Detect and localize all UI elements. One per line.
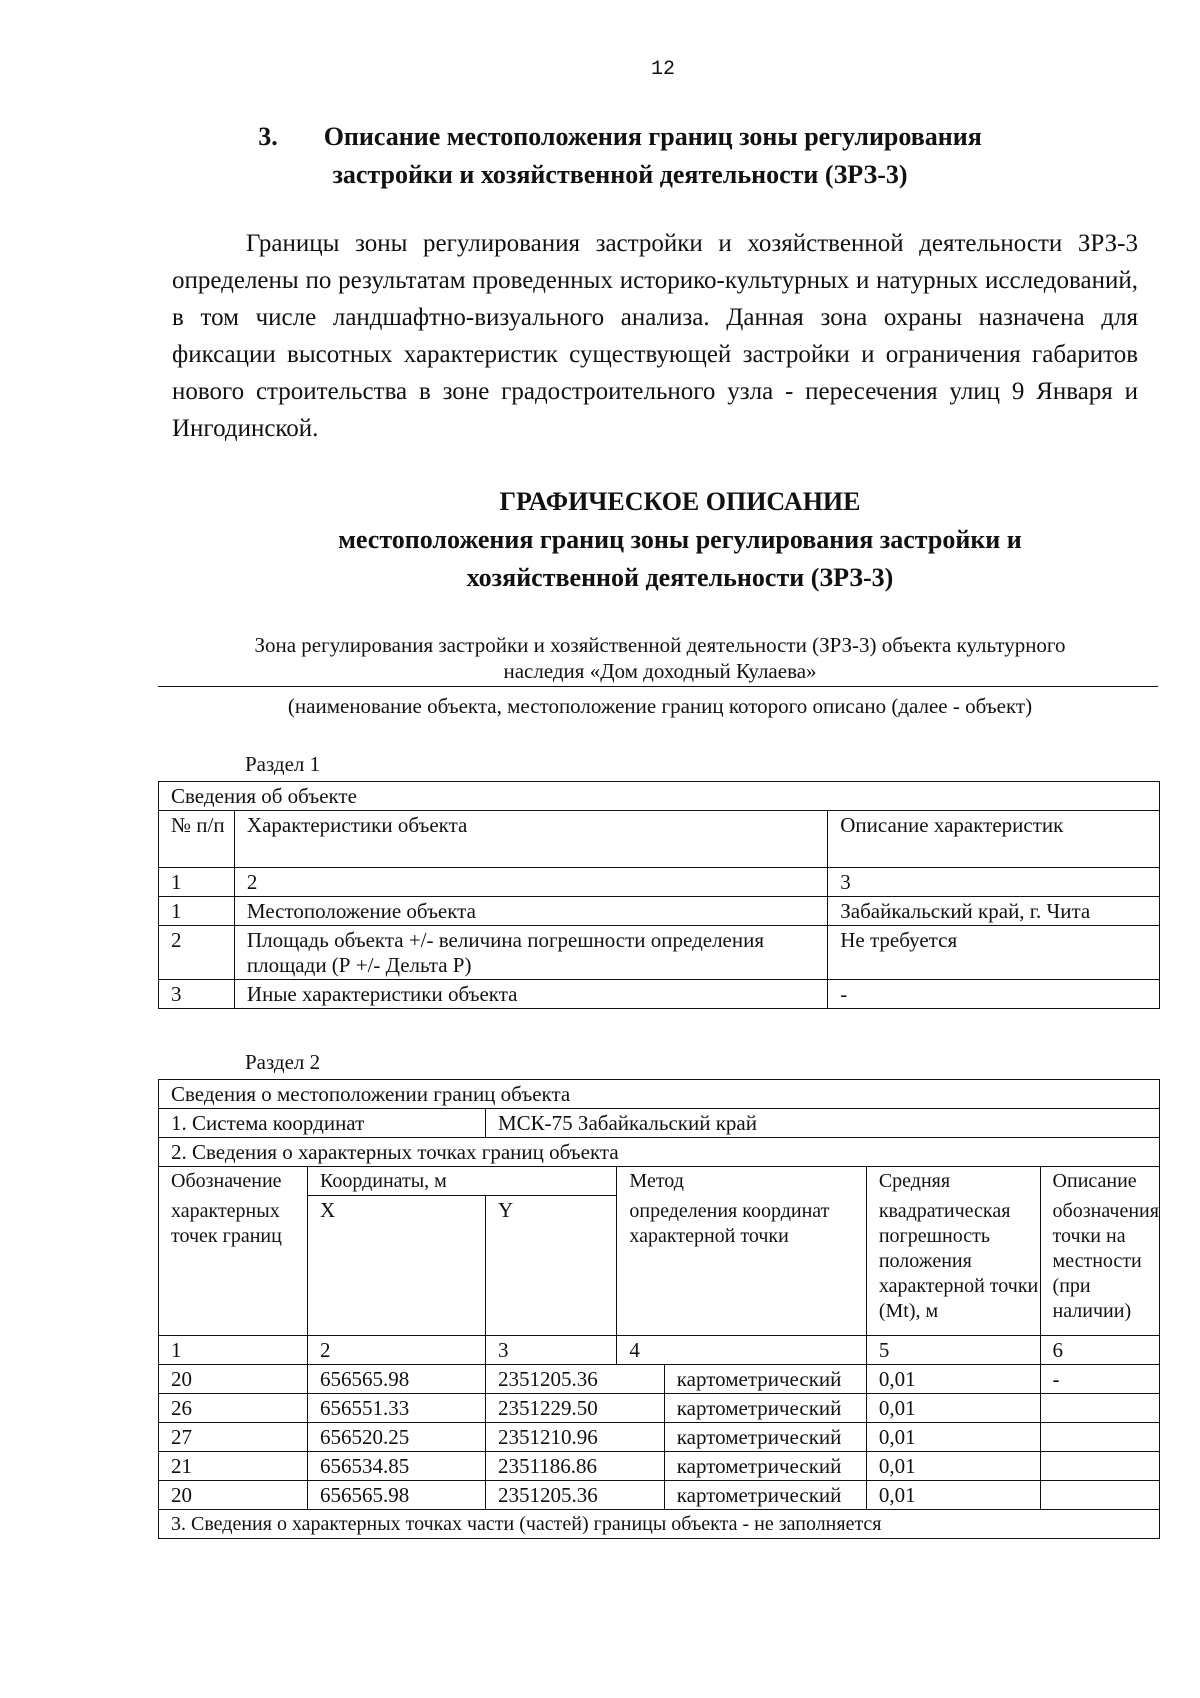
table-row (159, 897, 1160, 926)
error-header-top: Средняя (878, 1170, 951, 1192)
header-cell: Описание характеристик (828, 811, 1160, 868)
point-mt: 0,01 (866, 1365, 1040, 1394)
table-footer: 3. Сведения о характерных точках части (частей) границы объекта - не заполняется (159, 1510, 1160, 1539)
table-row (159, 1452, 1160, 1481)
col-number: 3 (486, 1336, 617, 1365)
table-title: Сведения о местоположении границ объекта (159, 1080, 1160, 1109)
table-title: Сведения об объекте (159, 782, 1160, 811)
col-number: 5 (866, 1336, 1040, 1365)
section-title-line2: застройки и хозяйственной деятельности (ЗРЗ-3) (332, 160, 908, 189)
point-id: 27 (159, 1423, 308, 1452)
point-y: 2351186.86 (486, 1452, 665, 1481)
row-number: 1 (159, 897, 235, 926)
point-method: картометрический (664, 1452, 866, 1481)
method-header (617, 1167, 866, 1336)
x-header: X (307, 1196, 485, 1336)
y-header: Y (486, 1196, 617, 1336)
point-id: 20 (159, 1365, 308, 1394)
point-x: 656565.98 (307, 1481, 485, 1510)
page-number: 12 (650, 58, 675, 81)
desc-header-top: Описание (1052, 1170, 1137, 1192)
table-row (159, 1394, 1160, 1423)
section1-label: Раздел 1 (245, 752, 321, 776)
error-header (866, 1167, 1040, 1336)
point-method: картометрический (664, 1423, 866, 1452)
point-method: картометрический (664, 1365, 866, 1394)
point-id: 20 (159, 1481, 308, 1510)
header-cell: № п/п (159, 811, 235, 868)
points-title: 2. Сведения о характерных точках границ объекта (159, 1138, 1160, 1167)
col-number: 1 (159, 868, 235, 897)
table-row (159, 926, 1160, 980)
desc-header-bottom: обозначения точки на местности (при наличии) (1052, 1200, 1159, 1322)
point-y: 2351205.36 (486, 1365, 665, 1394)
point-mt: 0,01 (866, 1481, 1040, 1510)
header-cell: Характеристики объекта (234, 811, 827, 868)
point-mt: 0,01 (866, 1452, 1040, 1481)
object-name-line1: Зона регулирования застройки и хозяйственной деятельности (ЗРЗ-3) объекта культурного (254, 633, 1066, 657)
point-desc (1040, 1394, 1159, 1423)
row-description: Не требуется (828, 926, 1160, 980)
graphic-description-heading (160, 483, 1200, 597)
row-characteristic: Площадь объекта +/- величина погрешности определения площади (Р +/- Дельта Р) (234, 926, 827, 980)
intro-paragraph: Границы зоны регулирования застройки и хозяйственной деятельности ЗРЗ-3 определены по результатам проведенных историко-культурных и натурных исследований, в том числе ландшафтно-визуального анализа. Данная зона охраны назначена для фиксации высотных характеристик существующей застройки и ограничения габаритов нового строительства в зоне градостроительного узла - пересечения улиц 9 Января и Ингодинской. (172, 230, 1138, 442)
col-number: 4 (617, 1336, 866, 1365)
boundary-points-table (158, 1079, 1160, 1539)
graphic-heading-line2: местоположения границ зоны регулирования застройки и (338, 525, 1022, 554)
point-desc (1040, 1423, 1159, 1452)
row-number: 2 (159, 926, 235, 980)
coord-system-label: 1. Система координат (159, 1109, 486, 1138)
point-x: 656520.25 (307, 1423, 485, 1452)
point-x: 656534.85 (307, 1452, 485, 1481)
graphic-heading-line1: ГРАФИЧЕСКОЕ ОПИСАНИЕ (499, 487, 861, 516)
object-name (160, 632, 1160, 684)
point-id: 21 (159, 1452, 308, 1481)
coords-header: Координаты, м (307, 1167, 616, 1196)
point-id: 26 (159, 1394, 308, 1423)
row-number: 3 (159, 980, 235, 1009)
error-header-bottom: квадратическая погрешность положения характерной точки (Mt), м (878, 1200, 1039, 1322)
point-y: 2351210.96 (486, 1423, 665, 1452)
point-desc (1040, 1481, 1159, 1510)
designation-header (159, 1167, 308, 1336)
col-number: 3 (828, 868, 1160, 897)
row-characteristic: Иные характеристики объекта (234, 980, 827, 1009)
object-caption: (наименование объекта, местоположение границ которого описано (далее - объект) (287, 694, 1033, 718)
graphic-heading-line3: хозяйственной деятельности (ЗРЗ-3) (466, 563, 894, 592)
table-row (159, 1423, 1160, 1452)
col-number: 2 (307, 1336, 485, 1365)
coord-system-value: МСК-75 Забайкальский край (486, 1109, 1160, 1138)
object-name-line2: наследия «Дом доходный Кулаева» (503, 659, 817, 683)
point-x: 656551.33 (307, 1394, 485, 1423)
row-description: - (828, 980, 1160, 1009)
table-row (159, 1481, 1160, 1510)
section-title-line1: Описание местоположения границ зоны регулирования (323, 122, 982, 151)
object-info-table (158, 781, 1160, 1009)
point-desc: - (1040, 1365, 1159, 1394)
point-mt: 0,01 (866, 1394, 1040, 1423)
section2-label: Раздел 2 (245, 1050, 321, 1074)
table-row (159, 980, 1160, 1009)
row-characteristic: Местоположение объекта (234, 897, 827, 926)
table-row (159, 1365, 1160, 1394)
designation-header-bottom: характерных точек границ (171, 1200, 282, 1247)
point-method: картометрический (664, 1481, 866, 1510)
row-description: Забайкальский край, г. Чита (828, 897, 1160, 926)
point-y: 2351205.36 (486, 1481, 665, 1510)
section-number: 3. (258, 122, 278, 151)
point-desc (1040, 1452, 1159, 1481)
object-name-underline (158, 686, 1158, 687)
col-number: 1 (159, 1336, 308, 1365)
method-header-bottom: определения координат характерной точки (629, 1200, 830, 1247)
method-header-top: Метод (629, 1170, 684, 1192)
point-x: 656565.98 (307, 1365, 485, 1394)
col-number: 2 (234, 868, 827, 897)
point-method: картометрический (664, 1394, 866, 1423)
point-mt: 0,01 (866, 1423, 1040, 1452)
desc-header (1040, 1167, 1159, 1336)
section-title (160, 118, 1080, 194)
designation-header-top: Обозначение (171, 1170, 282, 1192)
point-y: 2351229.50 (486, 1394, 665, 1423)
col-number: 6 (1040, 1336, 1159, 1365)
